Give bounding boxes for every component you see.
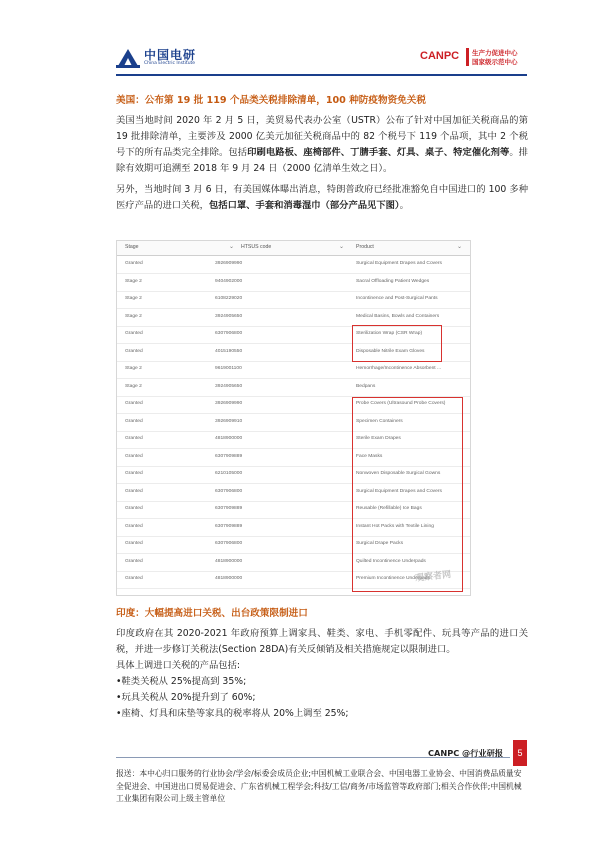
table-row — [117, 274, 470, 292]
cell-stage: Granted — [125, 261, 143, 266]
canpc-wordmark: CANPC — [420, 50, 460, 62]
cell-product: Specimen Containers — [356, 418, 403, 424]
para2-text-a: 另外，当地时间 3 月 6 日，有美国媒体曝出消息，特朗普政府已经批准豁免自中国进口的 100 多种医疗产品的进口关税， — [116, 184, 528, 211]
section-india-paragraph-1: 印度政府在其 2020-2021 年政府预算上调家具、鞋类、家电、手机零配件、玩具等产品的进口关税，并进一步修订关税法(Section 28DA)有关反倾销及相关措施规定以限制进口。 — [116, 628, 528, 655]
cell-stage: Granted — [125, 453, 143, 459]
cell-stage: Granted — [125, 558, 143, 564]
cell-htsus-code: 6307906800 — [215, 541, 243, 546]
logo-english-name: China Electric Institute — [144, 61, 196, 66]
cell-stage: Granted — [125, 418, 143, 424]
watermark: 观察者网 — [414, 570, 452, 584]
para1-text-c: 。排除有效期可追溯至 2018 年 9 月 24 日（2000 亿清单生效之日）。 — [116, 147, 528, 174]
cell-stage: Granted — [125, 541, 143, 546]
page-number: 5 — [513, 740, 527, 766]
cell-stage: Stage 2 — [125, 313, 142, 319]
table-row — [117, 361, 470, 379]
cell-htsus-code: 4015190550 — [215, 348, 243, 354]
distribution-note: 报送：本中心归口服务的行业协会/学会/标委会成员企业;中国机械工业联合会、中国电器工业协会、中国消费品质量安全促进会、中国进出口贸易促进会、广东省机械工程学会;科技/工信/商务/市场监管等政府部门;相关合作伙伴;中国机械工业集团有限公司上级主管单位 — [116, 769, 522, 803]
column-header-product: Product — [356, 244, 374, 250]
canpc-tagline-1: 生产力促进中心 — [472, 49, 518, 57]
cell-product: Probe Covers (Ultrasound Probe Covers) — [356, 401, 446, 406]
logo-chinese-name: 中国电研 — [144, 48, 197, 62]
cell-product: Disposable Nitrile Exam Gloves — [356, 348, 425, 354]
canpc-tagline-2: 国家级示范中心 — [472, 58, 518, 66]
cell-product: Reusable (Refillable) Ice Bags — [356, 506, 422, 511]
cell-product: Nonwoven Disposable Surgical Gowns — [356, 471, 441, 476]
cell-htsus-code: 3926909910 — [215, 418, 243, 424]
cell-stage: Stage 2 — [125, 366, 142, 371]
cell-htsus-code: 9619001100 — [215, 366, 242, 371]
cell-htsus-code: 4818900000 — [215, 576, 243, 581]
tariff-bullet-1: •鞋类关税从 25%提高到 35%; — [116, 676, 247, 687]
page-header — [0, 0, 607, 80]
footer-brand: CANPC @行业研报 — [428, 748, 503, 758]
cell-product: Bedpans — [356, 383, 376, 389]
section-india — [116, 607, 528, 722]
chevron-down-icon: ⌄ — [457, 243, 463, 250]
cei-logo — [116, 44, 236, 74]
cell-stage: Granted — [125, 471, 143, 476]
cell-htsus-code: 3924905650 — [215, 313, 243, 319]
cell-product: Face Masks — [356, 453, 383, 459]
cell-htsus-code: 3926909990 — [215, 261, 243, 266]
para1-bold-products: 印刷电路板、座椅部件、丁腈手套、灯具、桌子、特定催化剂等 — [247, 147, 510, 158]
para2-text-c: 。 — [399, 200, 409, 211]
cell-stage: Stage 2 — [125, 296, 142, 301]
tariff-bullet-2: •玩具关税从 20%提升到了 60%; — [116, 692, 256, 703]
section-usa-paragraph-2 — [116, 182, 528, 214]
column-header-stage: Stage — [125, 244, 139, 250]
cell-htsus-code: 6307906800 — [215, 488, 243, 494]
section-usa-title: 美国：公布第 19 批 119 个品类关税排除清单，100 种防疫物资免关税 — [116, 95, 426, 106]
cei-mountain-icon — [116, 46, 140, 68]
cell-stage: Granted — [125, 436, 143, 441]
table-row — [117, 256, 470, 274]
cell-stage: Granted — [125, 488, 143, 494]
cell-stage: Stage 2 — [125, 383, 142, 389]
cell-htsus-code: 6210105000 — [215, 471, 243, 476]
exemption-table-image — [116, 240, 471, 596]
section-india-title: 印度：大幅提高进口关税、出台政策限制进口 — [116, 608, 308, 619]
chevron-down-icon: ⌄ — [229, 243, 235, 250]
cell-htsus-code: 3924905650 — [215, 383, 243, 389]
highlight-box-protective-products — [352, 397, 463, 592]
canpc-logo — [420, 46, 530, 70]
cell-htsus-code: 4818900000 — [215, 436, 243, 441]
section-usa-paragraph-1 — [116, 113, 528, 177]
cell-stage: Granted — [125, 576, 143, 581]
table-row — [117, 309, 470, 327]
cell-product: Instant Hot Packs with Textile Lining — [356, 523, 434, 529]
cell-product: Sterilization Wrap (CSR Wrap) — [356, 331, 423, 336]
table-row — [117, 379, 470, 397]
cell-product: Sacral Offloading Patient Wedges — [356, 278, 430, 284]
cell-stage: Granted — [125, 523, 143, 529]
cell-product: Surgical Equipment Drapes and Covers — [356, 488, 442, 494]
table-header-row — [117, 241, 470, 256]
column-header-htsus: HTSUS code — [241, 244, 272, 250]
cell-product: Sterile Exam Drapes — [356, 436, 401, 441]
section-india-paragraph-2: 具体上调进口关税的产品包括: — [116, 660, 240, 671]
cell-stage: Stage 2 — [125, 278, 142, 284]
cell-stage: Granted — [125, 506, 143, 511]
cell-htsus-code: 6307909889 — [215, 506, 243, 511]
cell-stage: Granted — [125, 401, 143, 406]
para1-text-a: 美国当地时间 2020 年 2 月 5 日，美贸易代表办公室（USTR）公布了针对中国加征关税商品的第 19 批排除清单，主要涉及 2000 亿美元加征关税商品中的 82 个税号下 119 个品项，其中 2 个税号下的所有品类完全排除。包括 — [116, 115, 528, 158]
cell-htsus-code: 6307906800 — [215, 331, 243, 336]
cell-product: Hemorrhage/Incontinence Absorbent ... — [356, 366, 442, 371]
cell-product: Medical Basins, Bowls and Containers — [356, 313, 440, 319]
cell-htsus-code: 4818900000 — [215, 558, 243, 564]
cell-product: Surgical Equipment Drapes and Covers — [356, 261, 442, 266]
table-row — [117, 291, 470, 309]
cell-htsus-code: 9404902000 — [215, 278, 243, 284]
para2-bold-products: 包括口罩、手套和消毒湿巾（部分产品见下图） — [208, 200, 400, 211]
cell-htsus-code: 3926909990 — [215, 401, 243, 406]
section-usa — [116, 94, 528, 219]
cell-product: Incontinence and Post-Surgical Pants — [356, 296, 438, 301]
canpc-divider — [466, 48, 469, 66]
header-divider — [116, 74, 527, 76]
chevron-down-icon: ⌄ — [339, 243, 345, 250]
cell-stage: Granted — [125, 348, 143, 354]
cell-htsus-code: 6307909889 — [215, 453, 243, 459]
cell-product: Surgical Drape Packs — [356, 541, 404, 546]
tariff-bullet-3: •座椅、灯具和床垫等家具的税率将从 20%上调至 25%; — [116, 708, 349, 719]
cell-product: Quilted Incontinence Underpads — [356, 558, 426, 564]
cell-htsus-code: 6108229020 — [215, 296, 243, 301]
cell-stage: Granted — [125, 331, 143, 336]
highlight-box-gloves — [352, 325, 442, 362]
cell-htsus-code: 6307909889 — [215, 523, 243, 529]
cell-product: Premium Incontinence Underpads — [356, 576, 430, 581]
